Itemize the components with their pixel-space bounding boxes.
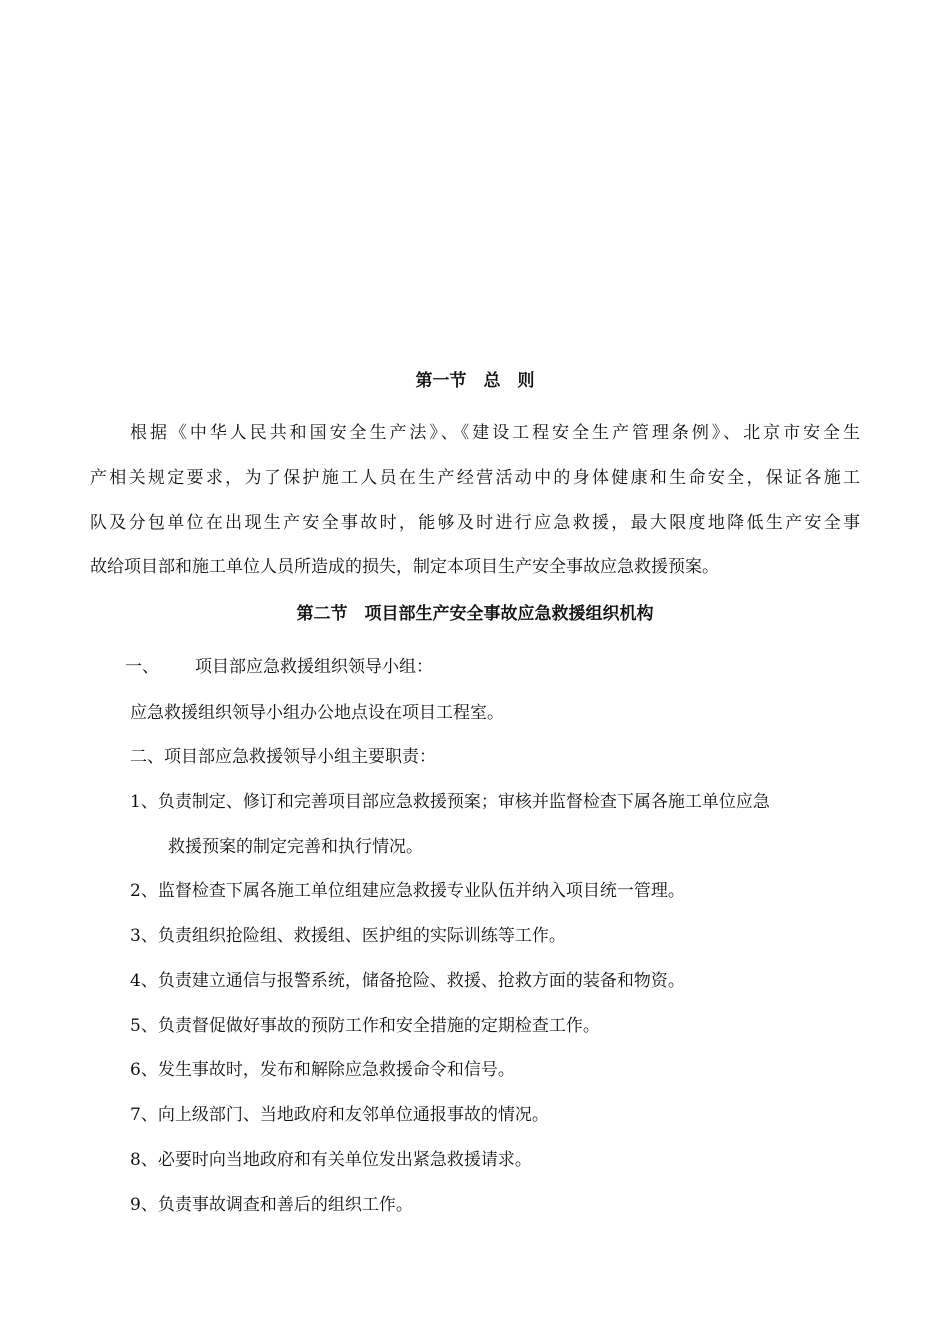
office-location: 应急救援组织领导小组办公地点设在项目工程室。 xyxy=(130,703,504,723)
item-1-heading: 项目部应急救援组织领导小组： xyxy=(195,657,433,677)
duty-item-continuation: 救援预案的制定完善和执行情况。 xyxy=(168,837,423,857)
section-1-title: 第一节 总 则 xyxy=(415,371,535,391)
duty-item: 2、监督检查下属各施工单位组建应急救援专业队伍并纳入项目统一管理。 xyxy=(130,881,685,901)
duty-item: 5、负责督促做好事故的预防工作和安全措施的定期检查工作。 xyxy=(130,1016,600,1036)
duty-item: 8、必要时向当地政府和有关单位发出紧急救援请求。 xyxy=(130,1150,532,1170)
section-2-title: 第二节 项目部生产安全事故应急救援组织机构 xyxy=(296,604,654,624)
item-1-number: 一、 xyxy=(125,657,159,677)
duty-item: 7、向上级部门、当地政府和友邻单位通报事故的情况。 xyxy=(130,1105,549,1125)
duty-item: 1、负责制定、修订和完善项目部应急救援预案；审核并监督检查下属各施工单位应急 xyxy=(130,792,770,812)
duty-item: 3、负责组织抢险组、救援组、医护组的实际训练等工作。 xyxy=(130,926,566,946)
item-2-heading: 二、项目部应急救援领导小组主要职责： xyxy=(130,747,436,767)
section-1-paragraph-line: 故给项目部和施工单位人员所造成的损失，制定本项目生产安全事故应急救援预案。 xyxy=(90,557,719,577)
duty-item: 4、负责建立通信与报警系统，储备抢险、救援、抢救方面的装备和物资。 xyxy=(130,971,685,991)
duty-item: 6、发生事故时，发布和解除应急救援命令和信号。 xyxy=(130,1060,515,1080)
section-1-paragraph-line: 产相关规定要求，为了保护施工人员在生产经营活动中的身体健康和生命安全，保证各施工 xyxy=(90,468,860,488)
section-1-paragraph-line: 根据《中华人民共和国安全生产法》、《建设工程安全生产管理条例》、北京市安全生 xyxy=(130,423,860,443)
section-1-paragraph-line: 队及分包单位在出现生产安全事故时，能够及时进行应急救援，最大限度地降低生产安全事 xyxy=(90,513,860,533)
duty-item: 9、负责事故调查和善后的组织工作。 xyxy=(130,1195,413,1215)
